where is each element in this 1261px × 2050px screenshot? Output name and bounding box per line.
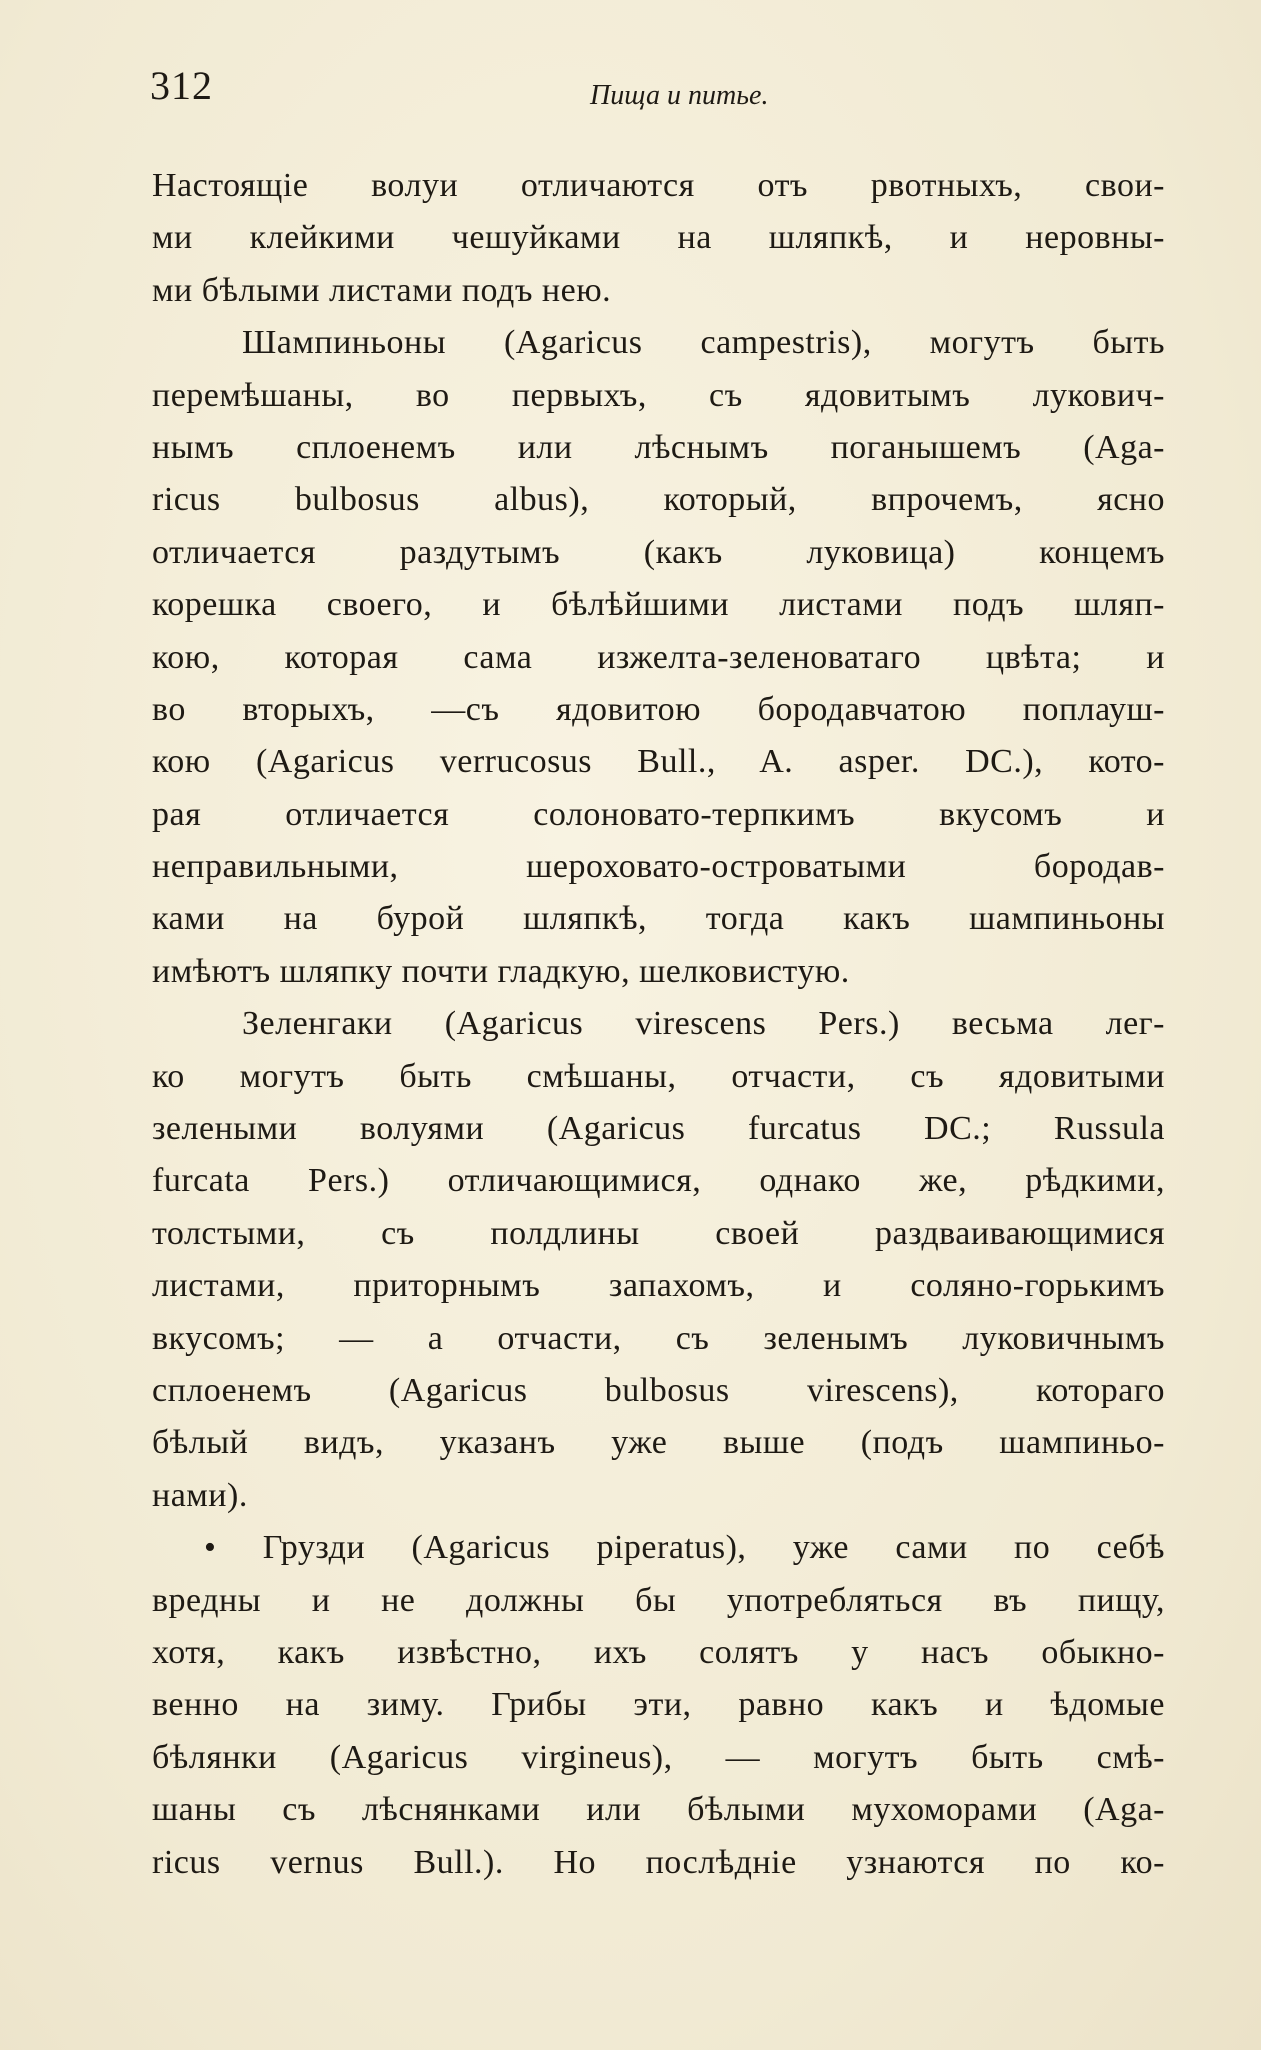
text-line: furcata Pers.) отличающимися, однако же, рѣдкими, (152, 1162, 1165, 1200)
text-line: вредны и не должны бы употребляться въ пищу, (152, 1581, 1165, 1619)
text-line: нымъ сплоенемъ или лѣснымъ поганышемъ (Aga- (152, 428, 1165, 466)
page-number: 312 (150, 63, 213, 108)
text-line: бѣлый видъ, указанъ уже выше (подъ шампиньо- (152, 1424, 1165, 1462)
text-line: ми клейкими чешуйками на шляпкѣ, и неровны- (152, 219, 1165, 257)
text-line: ricus vernus Bull.). Но послѣдніе узнаются по ко- (152, 1843, 1165, 1881)
text-line: • Грузди (Agaricus piperatus), уже сами по себѣ (204, 1529, 1165, 1567)
text-line: корешка своего, и бѣлѣйшими листами подъ шляп- (152, 586, 1165, 624)
text-line: неправильными, шероховато-островатыми бородав- (152, 848, 1165, 886)
text-line: бѣлянки (Agaricus virgineus), — могутъ быть смѣ- (152, 1738, 1165, 1776)
text-line: Зеленгаки (Agaricus virescens Pers.) весьма лег- (242, 1005, 1165, 1043)
text-line: во вторыхъ, —съ ядовитою бородавчатою поплауш- (152, 690, 1165, 728)
text-line: отличается раздутымъ (какъ луковица) концемъ (152, 533, 1165, 571)
text-line: кою (Agaricus verrucosus Bull., A. asper. DC.), кото- (152, 743, 1165, 781)
running-title: Пища и питье. (590, 80, 769, 111)
text-line: кою, которая сама изжелта-зеленоватаго цвѣта; и (152, 638, 1165, 676)
text-line: имѣютъ шляпку почти гладкую, шелковистую. (152, 952, 850, 990)
text-line: рая отличается солоновато-терпкимъ вкусомъ и (152, 795, 1165, 833)
text-line: нами). (152, 1476, 248, 1514)
text-line: вкусомъ; — а отчасти, съ зеленымъ луковичнымъ (152, 1319, 1165, 1357)
text-line: Настоящіе волуи отличаются отъ рвотныхъ, свои- (152, 167, 1165, 204)
text-line: толстыми, съ полдлины своей раздваивающимися (152, 1214, 1165, 1252)
text-line: хотя, какъ извѣстно, ихъ солятъ у насъ обыкно- (152, 1633, 1165, 1671)
text-line: сплоенемъ (Agaricus bulbosus virescens), котораго (152, 1371, 1165, 1409)
text-line: ricus bulbosus albus), который, впрочемъ, ясно (152, 481, 1165, 519)
page-header (150, 62, 1160, 112)
text-line: перемѣшаны, во первыхъ, съ ядовитымъ лукович- (152, 376, 1165, 414)
body-text (152, 160, 1165, 1889)
text-line: венно на зиму. Грибы эти, равно какъ и ѣдомые (152, 1686, 1165, 1724)
text-line: шаны съ лѣснянками или бѣлыми мухоморами (Aga- (152, 1791, 1165, 1829)
text-line: листами, приторнымъ запахомъ, и соляно-горькимъ (152, 1267, 1165, 1305)
text-line: ками на бурой шляпкѣ, тогда какъ шампиньоны (152, 900, 1165, 938)
text-line: ми бѣлыми листами подъ нею. (152, 271, 612, 309)
text-line: Шампиньоны (Agaricus campestris), могутъ быть (242, 324, 1165, 362)
text-line: зелеными волуями (Agaricus furcatus DC.; Russula (152, 1110, 1165, 1148)
text-line: ко могутъ быть смѣшаны, отчасти, съ ядовитыми (152, 1057, 1165, 1095)
